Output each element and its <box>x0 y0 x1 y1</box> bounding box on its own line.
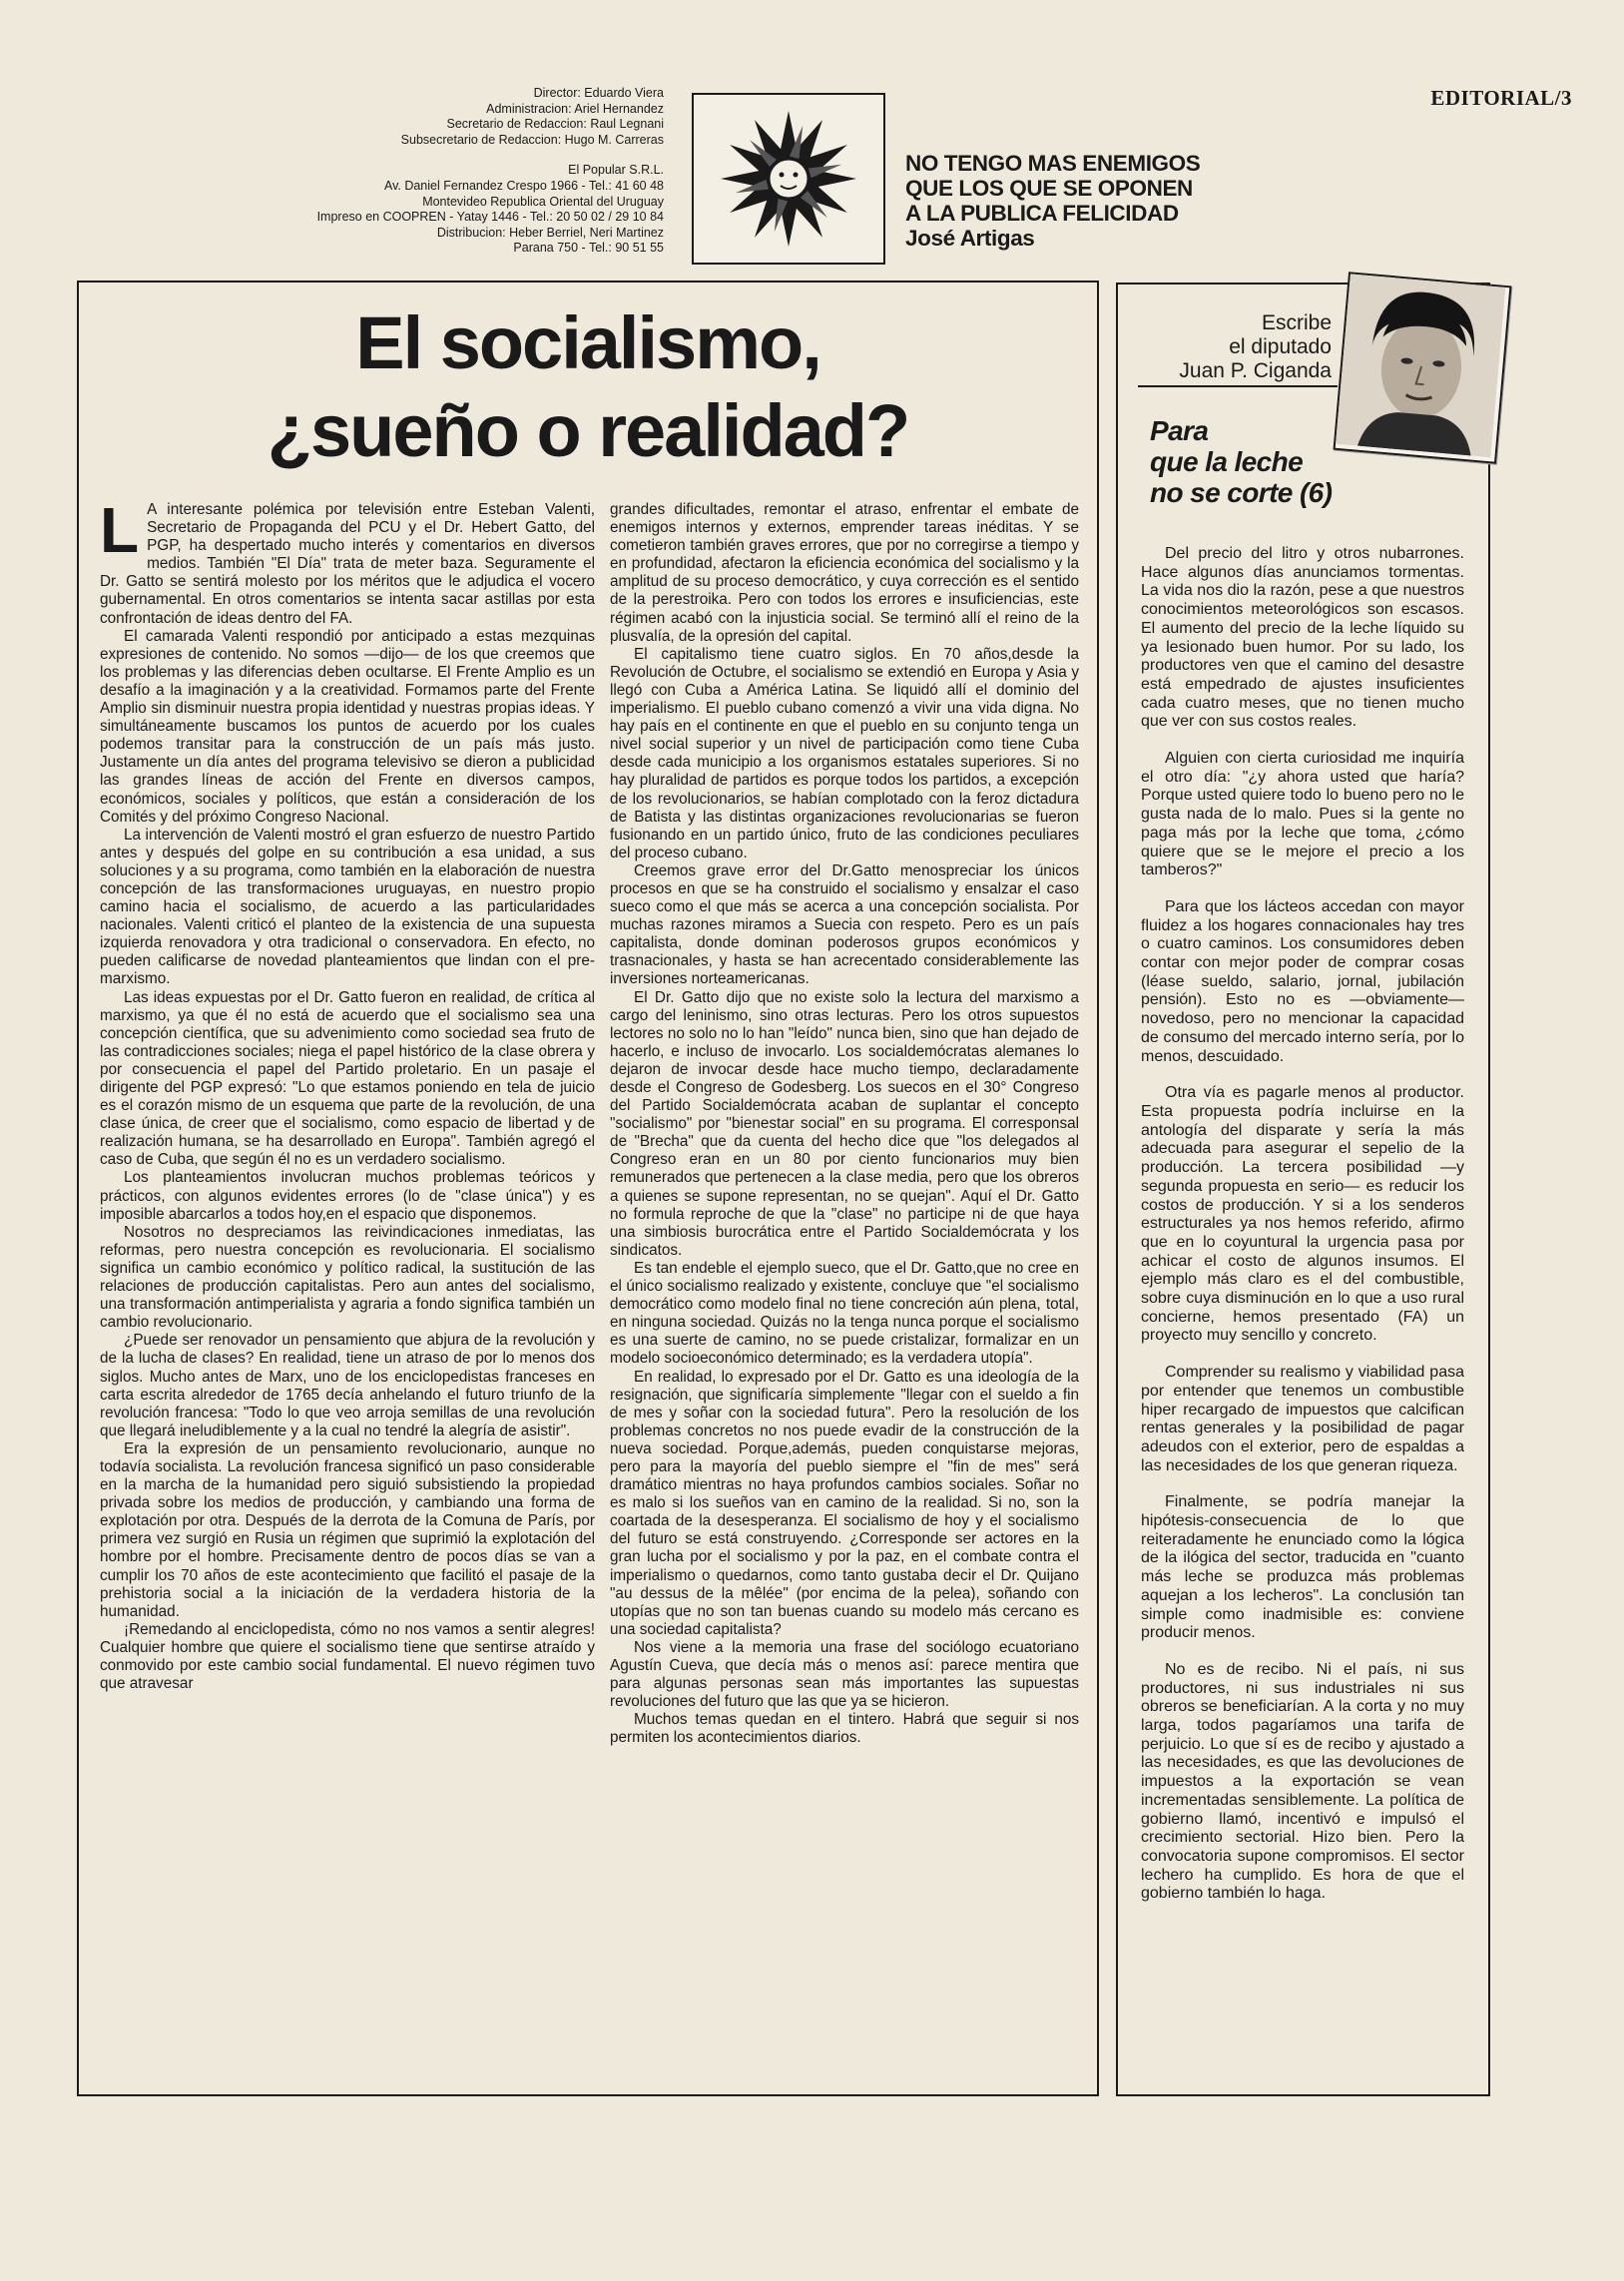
headline-line: El socialismo, <box>355 301 820 384</box>
sidebar-paragraph: Comprender su realismo y viabilidad pasa por entender que tenemos un combustible hiper recargado de impuestos que calcifican rentas generales y la posibilidad de pagar adeudos con el exterior, pero de espaldas a las necesidades de los que generan riqueza. <box>1141 1364 1464 1474</box>
motto-line: NO TENGO MAS ENEMIGOS <box>905 151 1201 176</box>
article-column-1 <box>100 494 595 1693</box>
article-column-2 <box>610 501 1079 1747</box>
motto-line: QUE LOS QUE SE OPONEN <box>905 176 1193 201</box>
sidebar-paragraph: Finalmente, se podría manejar la hipótesis-consecuencia de lo que reiteradamente he enunciado como la lógica de la ilógica del sector, traducida en "cuanto más leche se produzca más problemas aquejan a los lecheros". La conclusión tan simple como inadmisible es: conviene producir menos. <box>1141 1493 1464 1642</box>
sidebar-byline <box>1138 311 1332 383</box>
masthead-line: Subsecretario de Redaccion: Hugo M. Carreras <box>400 132 664 147</box>
drop-cap: L <box>100 494 140 566</box>
sidebar-paragraph: Para que los lácteos accedan con mayor fluidez a los hogares connacionales hay tres o cuatro caminos. Los consumidores deben contar con mejor poder de comprar cosas (léase sueldo, salario, jornal, jubilación pensión). Esto no es —obviamente— novedoso, pero no mencionar la capacidad de consumo del mercado interno sería, por lo menos, descuidado. <box>1141 897 1464 1065</box>
byline-line: el diputado <box>1229 335 1332 358</box>
article-paragraph: ¡Remedando al enciclopedista, cómo no nos vamos a sentir alegres! Cualquier hombre que quiere el socialismo tiene que sentirse atraído y conmovido por este cambio social fundamental. El nuevo régimen tuvo que atravesar <box>100 1620 595 1693</box>
byline-line: Escribe <box>1261 311 1332 334</box>
sidebar-column <box>1141 545 1464 1922</box>
sidebar-paragraph: Alguien con cierta curiosidad me inquiría el otro día: "¿y ahora usted que haría? Porque usted quiere todo lo bueno pero no le gusta nada de lo malo. Pues si la gente no paga más por la leche que toma, ¿cómo quiere que se le mejore el precio a los tamberos?" <box>1141 750 1464 879</box>
motto-author: José Artigas <box>905 226 1035 251</box>
article-paragraph: Las ideas expuestas por el Dr. Gatto fueron en realidad, de crítica al marxismo, ya que él no está de acuerdo que el socialismo sea una concepción científica, que su advenimiento como sociedad sea fruto de las contradicciones sociales; niega el papel histórico de la clase obrera y por consecuencia el papel del Partido proletario. En un pasaje el dirigente del PGP expresó: "Lo que estamos poniendo en tela de juicio es el corazón mismo de un esquema que parte de la revolución, de una clase única, de creer que el socialismo, como espacio de libertad y de realización humana, se ha desarrollado en Europa". También agregó el caso de Cuba, que según él no es un verdadero socialismo. <box>100 988 595 1169</box>
author-portrait <box>1334 272 1512 464</box>
article-paragraph: El Dr. Gatto dijo que no existe solo la lectura del marxismo a cargo del leninismo, sino otras lecturas. Pero los otros supuestos lectores no solo no lo han "leído" nunca bien, sino que han dejado de hacerlo, e incluso de invocarlo. Los socialdemócratas alemanes lo dejaron de invocar desde hace mucho tiempo, declaradamente desde el Congreso de Godesberg. Los suecos en el 30° Congreso del Partido Socialdemócrata acaban de suplantar el concepto "socialismo" por "bienestar social" en su programa. El corresponsal de "Brecha" que da cuenta del hecho dice que "los delegados al Congreso eran en un 80 por ciento funcionarios muy bien remunerados que pertenecen a la clase media, pero que los obreros a quienes se supone representan, no se quejan". Aquí el Dr. Gatto no formula reproche de que la "clase" no participe ni de que haya una simbiosis burocrática entre el Partido Socialdemócrata y los sindicatos. <box>610 988 1079 1259</box>
sidebar-paragraph: No es de recibo. Ni el país, ni sus productores, ni sus industriales ni sus obreros se beneficiarían. A la corta y no muy larga, todos pagaríamos una tarifa de perjuicio. Lo que sí es de recibo y ajustado a las necesidades, es que las devoluciones de impuestos a la exportación se vean incrementadas sensiblemente. La política de gobierno llamó, incentivó e impulsó el crecimiento sectorial. Hizo bien. Pero la convocatoria supone compromisos. El sector lechero ha cumplido. Es hora de que el gobierno también lo haga. <box>1141 1660 1464 1903</box>
headline-line: ¿sueño o realidad? <box>267 389 909 472</box>
headline-line: no se corte (6) <box>1150 477 1333 508</box>
masthead-line: Parana 750 - Tel.: 90 51 55 <box>513 241 664 256</box>
article-paragraph: El camarada Valenti respondió por anticipado a estas mezquinas expresiones de contenido. No somos —dijo— de los que creemos que los problemas y las diferencias deben ocultarse. El Frente Amplio es un desafío a la imaginación y a la creatividad. Formamos parte del Frente Amplio sin disminuir nuestra propia identidad y nuestras propias ideas. Y simultáneamente buscamos los puntos de acuerdo por los cuales podemos transitar para la construcción de un país más justo. Justamente un día antes del programa televisivo se dieron a publicidad las grandes líneas de acción del Frente en diversos campos, económicos, sociales y políticos, que están a consideración de los Comités y del próximo Congreso Nacional. <box>100 627 595 826</box>
article-paragraph: El capitalismo tiene cuatro siglos. En 70 años,desde la Revolución de Octubre, el socialismo se extendió en Europa y Asia y llegó con Cuba a América Latina. Se liquidó allí el dominio del imperialismo. El pueblo cubano comenzó a vivir una vida digna. No hay país en el continente en que el pueblo en su conjunto tenga un nivel social superior y un nivel de participación como tiene Cuba desde cada municipio a los organismos estatales superiores. Si no hay pluralidad de partidos es porque todos los partidos, a excepción de los revolucionarios, se habían complotado con la feroz dictadura de Batista y las distintas organizaciones revolucionarias se fueron fusionando en un partido único, fruto de las condiciones peculiares del proceso cubano. <box>610 645 1079 861</box>
portrait-photo-icon <box>1336 274 1505 457</box>
masthead-line: Distribucion: Heber Berriel, Neri Martinez <box>436 225 664 240</box>
sidebar-paragraph: Otra vía es pagarle menos al productor. Esta propuesta podría incluirse en la antología del disparate y sería la más adecuada para asegurar el sepelio de la producción. La tercera posibilidad —y segunda propuesta en serio— es reducir los costos de producción. Y si a los senderos estructurales ya nos hemos referido, afirmo que en lo coyuntural la urgencia pasa por achicar el costo de algunos insumos. El ejemplo más claro es el del combustible, sobre cuya disminución en lo que a uso rural concierne, hemos presentado (FA) un proyecto muy sencillo y concreto. <box>1141 1084 1464 1345</box>
article-paragraph: En realidad, lo expresado por el Dr. Gatto es una ideología de la resignación, que significaría simplemente "llegar con el sueldo a fin de mes y soñar con la sociedad futura". Pero la resolución de los problemas concretos no nos puede evadir de la construcción de la nueva sociedad. Porque,además, pueden conquistarse mejoras, pero para la mayoría del pueblo siempre el "fin de mes" será dramático mientras no haya profundos cambios sociales. Soñar no es malo si los sueños van en camino de la realidad. Si no, son la coartada de la desesperanza. El socialismo de hoy y el socialismo del futuro se está construyendo. ¿Corresponde ser actores en la gran lucha por el socialismo y por la paz, en el combate contra el imperialismo o quedarnos, como tanto gustaba decir el Dr. Quijano "au dessus de la mêlée" (por encima de la pelea), soñando con utopías que no son tan buenas cuando su modelo más cercano es una sociedad capitalista? <box>610 1368 1079 1638</box>
article-paragraph <box>100 494 595 628</box>
artigas-motto <box>905 151 1245 251</box>
article-paragraph: Nos viene a la memoria una frase del sociólogo ecuatoriano Agustín Cueva, que decía más o menos así: parece mentira que para algunas personas sean más importantes las supuestas revoluciones del futuro que las que ya se hicieron. <box>610 1638 1079 1711</box>
masthead-line: Director: Eduardo Viera <box>533 86 664 100</box>
motto-line: A LA PUBLICA FELICIDAD <box>905 201 1179 226</box>
article-paragraph: Creemos grave error del Dr.Gatto menospreciar los únicos procesos en que se ha construido el socialismo y ensalzar el caso sueco como el que más se acerca a una concepción socialista. Por muchas razones miramos a Suecia con respeto. Pero es un país capitalista, donde dominan poderosos grupos económicos y trasnacionales, y hasta se han acrecentado considerablemente las inversiones norteamericanas. <box>610 861 1079 988</box>
main-headline <box>77 299 1099 475</box>
masthead-line: Impreso en COOPREN - Yatay 1446 - Tel.: 20 50 02 / 29 10 84 <box>316 210 664 225</box>
article-paragraph: Los planteamientos involucran muchos problemas teóricos y prácticos, con algunos evidentes errores (lo de "clase única") y es imposible abarcarlos a todos hoy,en el espacio que disponemos. <box>100 1169 595 1223</box>
article-paragraph: Es tan endeble el ejemplo sueco, que el Dr. Gatto,que no cree en el único socialismo realizado y existente, concluye que "el socialismo democrático como modelo final no tiene concreción aún plena, total, en ninguna sociedad. Quizás no la tenga nunca porque el socialismo es una suerte de camino, no se puede cristalizar, formalizar en un modelo socioeconómico determinado; es la verdadera utopía". <box>610 1259 1079 1368</box>
article-paragraph: La intervención de Valenti mostró el gran esfuerzo de nuestro Partido antes y después del golpe en su contribución a esa unidad, a sus soluciones y a su programa, como también en la elaboración de nuestra concepción de las transformaciones uruguayas, en nuestro propio camino hacia el socialismo, de acuerdo a las particularidades nacionales. Valenti criticó el planteo de la existencia de una supuesta izquierda renovadora y otra tradicional o conservadora. En efecto, no pueden calificarse de novedad planteamientos que lindan con el pre-marxismo. <box>100 826 595 988</box>
byline-author: Juan P. Ciganda <box>1179 359 1332 382</box>
headline-line: que la leche <box>1150 446 1304 477</box>
sidebar-paragraph: Del precio del litro y otros nubarrones. Hace algunos días anunciamos tormentas. La vida nos dio la razón, pese a que nuestros conocimientos meteorológicos son escasos. El aumento del precio de la leche líquido su ya lesionado buen humor. Por su lado, los productores ven que el camino del desastre está empedrado de ajustes insuficientes cada cuatro meses, que no tienen mucho que ver con sus costos reales. <box>1141 545 1464 731</box>
page-section-label: EDITORIAL/3 <box>1430 86 1572 110</box>
sun-emblem-logo <box>692 93 885 265</box>
article-paragraph: grandes dificultades, remontar el atraso, enfrentar el embate de enemigos internos y externos, emprender tareas inéditas. Y se cometieron también graves errores, que por no corregirse a tiempo y en profundidad, afectaron la eficiencia económica del socialismo y la amplitud de su proceso democrático, y cuya corrección es el sentido de la perestroika. Pero con todos los errores e insuficiencias, este régimen acabó con la injusticia social. Se terminó allí el reino de la plusvalía, de la opresión del capital. <box>610 501 1079 645</box>
paragraph-text: A interesante polémica por televisión entre Esteban Valenti, Secretario de Propaganda del PCU y el Dr. Hebert Gatto, del PGP, ha despertado mucho interés y comentarios en diversos medios. También "El Día" trata de meter baza. Seguramente el Dr. Gatto se sentirá molesto por los méritos que le adjudica el vocero gubernamental. En otros comentarios se intenta sacar astillas por esta confrontación de ideas dentro del FA. <box>100 501 595 627</box>
sun-emblem-icon <box>694 95 883 263</box>
masthead-line: Secretario de Redaccion: Raul Legnani <box>446 117 664 132</box>
masthead-line: Av. Daniel Fernandez Crespo 1966 - Tel.: 41 60 48 <box>383 178 664 193</box>
article-paragraph: ¿Puede ser renovador un pensamiento que abjura de la revolución y de la lucha de clases? En realidad, tiene un atraso de por lo menos dos siglos. Mucho antes de Marx, uno de los enciclopedistas franceses en carta escrita alrededor de 1765 decía anhelando el futuro triunfo de la revolución francesa: "Todo lo que veo arroja semillas de una revolución que llegará ineludiblemente y a la cual no tendré la alegría de asistir". <box>100 1332 595 1439</box>
masthead-line: Montevideo Republica Oriental del Uruguay <box>422 194 664 209</box>
sidebar-headline <box>1150 415 1350 508</box>
headline-line: Para <box>1150 415 1209 446</box>
masthead-credits <box>180 86 664 257</box>
masthead-line: El Popular S.R.L. <box>568 163 664 178</box>
article-paragraph: Muchos temas quedan en el tintero. Habrá que seguir si nos permiten los acontecimientos diarios. <box>610 1711 1079 1747</box>
byline-divider <box>1138 385 1338 387</box>
article-paragraph: Nosotros no despreciamos las reivindicaciones inmediatas, las reformas, pero nuestra concepción es revolucionaria. El socialismo significa un cambio económico y político radical, la sustitución de las relaciones de producción capitalistas. Pero aun antes del socialismo, una transformación antimperialista y agraria a fondo significa también un cambio revolucionario. <box>100 1223 595 1332</box>
article-paragraph: Era la expresión de un pensamiento revolucionario, aunque no todavía socialista. La revolución francesa significó un paso considerable en la marcha de la humanidad pero siguió subsistiendo la propiedad privada sobre los medios de producción, y cambiando una forma de explotación por otra. Después de la derrota de la Comuna de París, por primera vez surgió en Rusia un régimen que suprimió la explotación del hombre por el hombre. Precisamente dentro de pocos días se van a cumplir los 70 años de este acontecimiento que facilitó el pasaje de la prehistoria social a la iniciación de la verdadera historia de la humanidad. <box>100 1439 595 1620</box>
masthead-line: Administracion: Ariel Hernandez <box>486 101 664 116</box>
